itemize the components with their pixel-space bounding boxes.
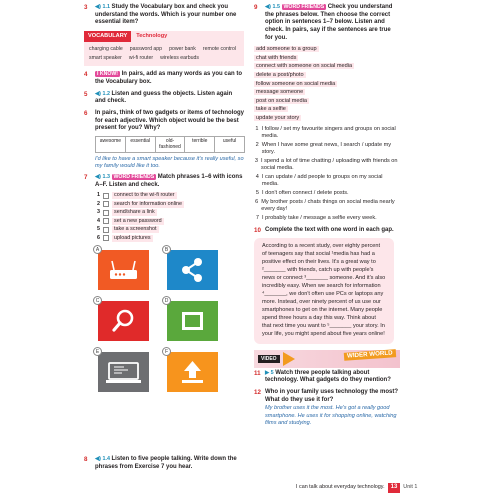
adjective-cell: useful [222,138,237,145]
page-footer [296,483,417,493]
exercise-number: 3 [84,4,88,11]
unit-label: Unit 1 [403,484,418,491]
exercise-number: 4 [84,71,88,79]
answer-box[interactable] [103,235,109,241]
example-answer: My brother uses it the most. He's got a really good smartphone. He uses it for shopping online, watching films and studying. [265,405,397,426]
audio-icon[interactable]: ◀) [95,90,103,97]
list-item: connect with someone on social media [256,63,353,70]
sentence-list [254,126,398,223]
list-item: chat with friends [256,54,297,61]
list-item: add someone to a group [256,46,317,53]
list-item: post on social media [256,97,307,104]
matching-list [95,192,244,241]
exercise-instruction: Watch three people talking about technology. What gadgets do they mention? [265,369,391,384]
vocabulary-word: charging cable [89,46,123,53]
exercise-7 [84,174,244,246]
list-item: 7 I probably take / message a selfie every week. [255,215,377,222]
exercise-6 [84,110,244,170]
exercise-number: 11 [254,369,261,377]
icon-tile-d: D [167,301,218,341]
audio-track: 1.4 [102,456,110,462]
list-item: 3 send/share a link [97,209,155,216]
search-icon [98,301,149,341]
exercise-9 [254,4,398,42]
exercise-instruction: Who in your family uses technology the most? What do they use it for? [265,389,399,403]
video-tag: VIDEO [258,355,280,363]
i-know-tag: I KNOW! [97,71,119,78]
icon-tile-e: E [98,352,149,392]
play-icon[interactable] [283,352,295,366]
list-item: 5 I don't often connect / delete posts. [255,190,349,197]
icon-tile-a: A [98,250,149,290]
vocabulary-word: wireless earbuds [160,54,200,61]
list-item: 2 When I have some great news, I search / update my story. [255,142,392,156]
answer-box[interactable] [103,227,109,233]
upload-icon [167,352,218,392]
vocabulary-word: power bank [169,46,196,53]
icon-tile-b: B [167,250,218,290]
icon-grid [95,246,244,392]
exercise-instruction: In pairs, think of two gadgets or items of technology for each adjective. Which object would be the best present for you? Why? [95,110,245,132]
exercise-instruction: Complete the text with one word in each gap. [265,226,394,233]
vocabulary-title: VOCABULARY [84,31,131,42]
exercise-number: 9 [254,4,258,11]
audio-icon[interactable]: ◀) [95,174,103,181]
exercise-number: 10 [254,226,261,234]
exercise-instruction: Check you understand the phrases below. Then choose the correct option in sentences 1–7 below. Listen and check. In pairs, say if the sentences are true for you. [265,4,393,41]
audio-track: 1.5 [272,4,280,10]
answer-box[interactable] [103,210,109,216]
exercise-instruction: In pairs, add as many words as you can to the Vocabulary box. [95,71,242,85]
video-track: 5 [270,369,274,376]
vocabulary-box [84,31,244,66]
password-icon [167,301,218,341]
list-item: update your story [256,114,300,121]
exercise-4 [84,71,244,86]
exercise-5 [84,91,244,106]
left-column [84,4,245,470]
list-item: message someone [256,89,304,96]
list-item: 3 I spend a lot of time chatting / uploading with friends on social media. [254,158,398,172]
list-item: 1 I follow / set my favourite singers and groups on social media. [255,125,396,140]
list-item: 1 connect to the wi-fi router [97,192,175,199]
exercise-number: 12 [254,389,261,397]
vocabulary-subtitle: Technology [136,32,168,39]
list-item: 4 I can update / add people to groups on my social media. [255,174,383,188]
wider-world-badge: WIDER WORLD [344,349,396,361]
exercise-number: 5 [84,90,88,98]
icon-tile-c: C [98,301,149,341]
exercise-instruction: Match phrases 1–6 with icons A–F. Listen and check. [95,174,243,188]
adjective-cell: terrible [185,137,215,152]
footer-statement: I can talk about everyday technology. [296,484,385,491]
exercise-number: 6 [84,110,88,118]
audio-icon[interactable]: ◀) [265,4,273,10]
video-banner [254,350,400,368]
adjective-cell: awesome [96,137,126,152]
page-number: 13 [388,483,401,493]
exercise-11 [254,370,398,385]
vocabulary-word: password app [129,46,163,53]
audio-track: 1.3 [102,174,110,181]
exercise-instruction: Study the Vocabulary box and check you understand the words. Which is your number one essential item? [95,4,237,26]
phrase-list [254,46,398,122]
word-friends-tag: WORD FRIENDS [113,174,155,181]
exercise-number: 8 [84,456,88,463]
list-item: take a selfie [256,106,286,113]
wifi-icon [98,250,149,290]
reading-passage: According to a recent study, over eighty percent of teenagers say that social ¹media has had a positive effect on their lives. It's a great way to ²_______ with friends, catch up with people's news or connect ³_______ someone. And it's also incredibly easy. When we search for information ⁴_______, we don't often use PCs or laptops any more. Instead, over ninety percent of us use our smartphones to get on the internet. Many people spend three hours a day this way. Think about that next time you want to ⁵_______ your story. In your life, you might spend about five years online! [254,238,394,343]
exercise-8 [84,456,244,471]
icon-tile-f: F [167,352,218,392]
screenshot-icon [98,352,149,392]
audio-icon[interactable]: ◀) [95,456,103,462]
right-column [254,4,398,431]
list-item: 6 My brother posts / chats things on social media nearly every day! [255,199,395,213]
list-item: 6 upload pictures [97,234,151,241]
example-answer: I'd like to have a smart speaker because it's really useful, so my family would like it too. [95,155,244,169]
audio-icon[interactable]: ◀) [95,4,103,10]
list-item: 4 set a new password [97,217,162,224]
exercise-12 [254,389,398,427]
list-item: delete a post/photo [256,72,304,78]
answer-box[interactable] [103,201,109,207]
vocabulary-word: remote control [202,46,237,53]
share-icon [167,250,218,290]
exercise-3 [84,4,244,27]
vocabulary-word-list [84,42,244,66]
adjective-cell: old-fashioned [156,137,186,152]
audio-track: 1.2 [102,90,110,97]
adjective-table [95,136,245,153]
audio-track: 1.1 [102,4,110,10]
adjective-cell: essential [126,137,156,152]
exercise-instruction: Listen and guess the objects. Listen again and check. [95,90,233,105]
list-item: 5 take a screenshot [97,226,157,233]
word-friends-tag: WORD FRIENDS [283,4,325,10]
vocabulary-word: smart speaker [89,54,122,61]
exercise-10 [254,227,398,235]
answer-box[interactable] [103,218,109,224]
video-icon[interactable]: ▶ [265,369,271,376]
exercise-instruction: Listen to five people talking. Write down the phrases from Exercise 7 you hear. [95,456,237,470]
exercise-number: 7 [84,174,88,182]
vocabulary-word: wi-fi router [128,54,154,61]
list-item: follow someone on social media [256,80,336,87]
list-item: 2 search for information online [97,200,183,207]
answer-box[interactable] [103,193,109,199]
